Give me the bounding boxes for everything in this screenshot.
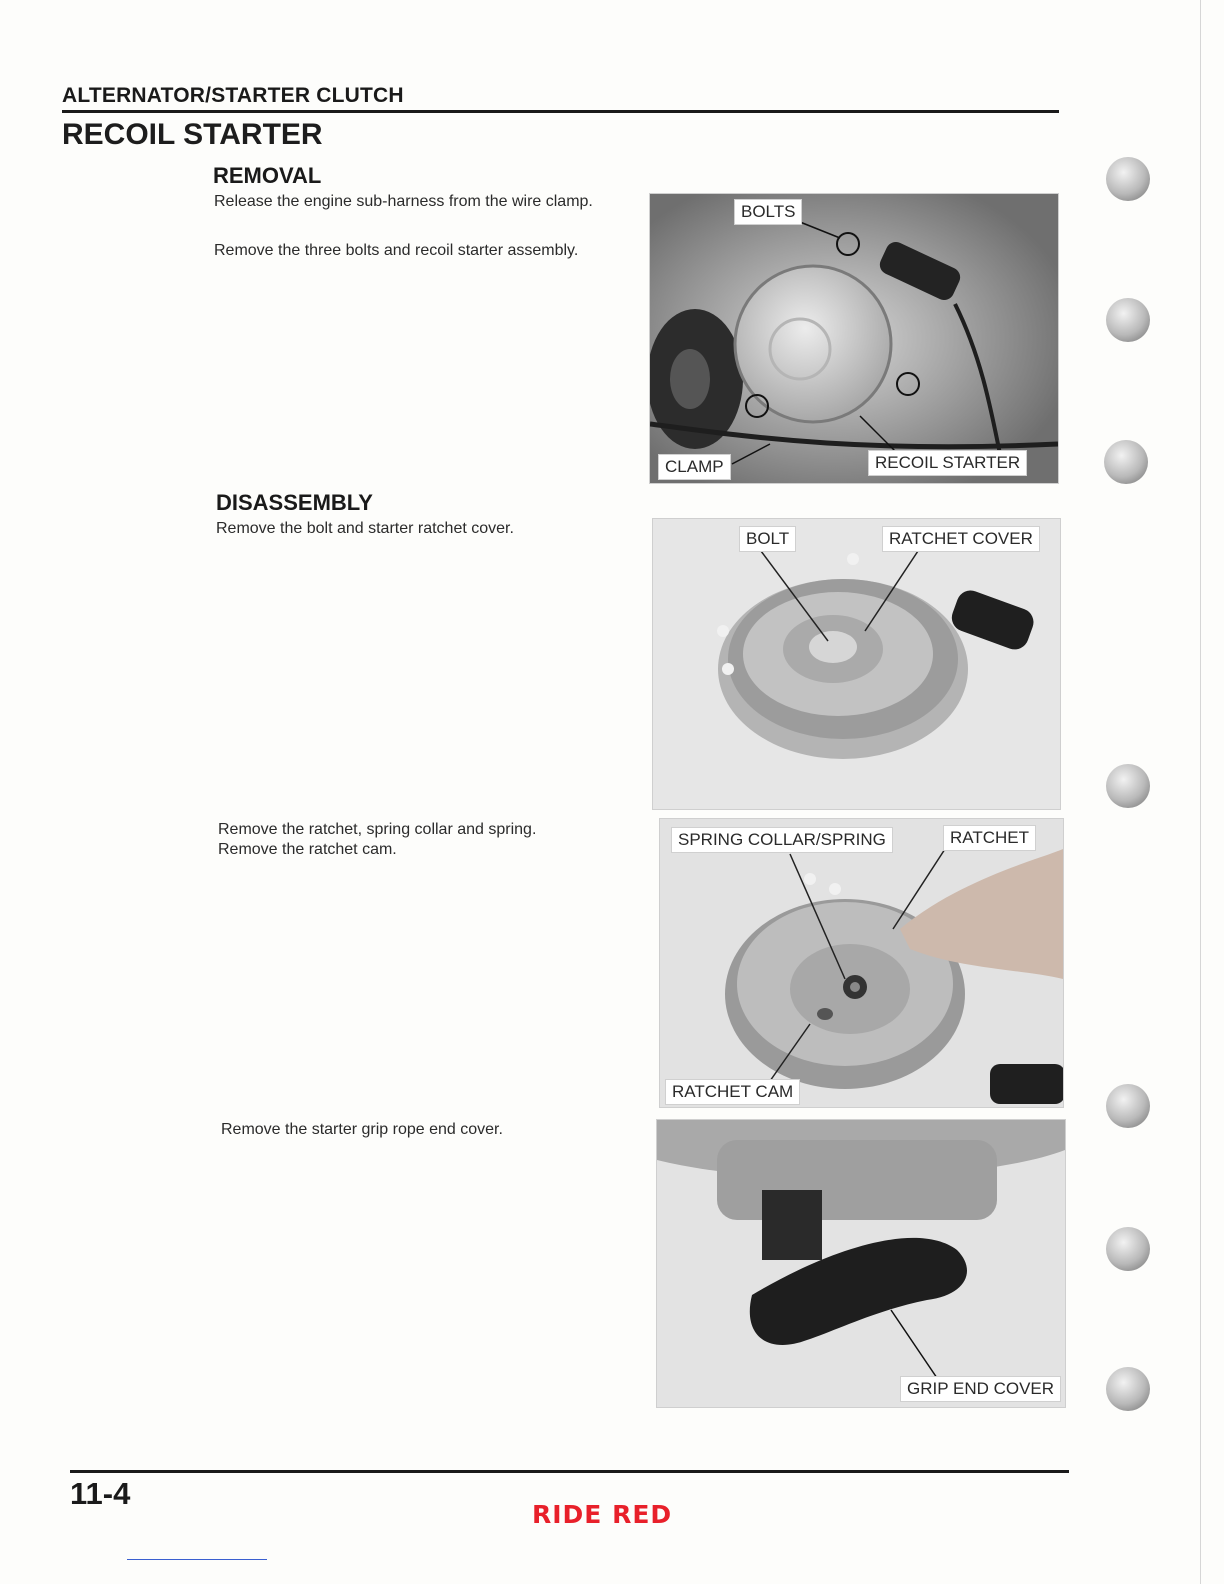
disassembly-step-2-line-1: Remove the ratchet, spring collar and spring. <box>218 821 537 838</box>
binder-hole <box>1106 157 1150 201</box>
ratchet-removal-illustration <box>660 819 1063 1107</box>
removal-heading: REMOVAL <box>213 163 322 188</box>
callout-ratchet-cam: RATCHET CAM <box>665 1079 800 1105</box>
callout-grip-end-cover: GRIP END COVER <box>900 1376 1061 1402</box>
ratchet-cover-illustration <box>653 519 1060 809</box>
photo-ratchet-cover <box>652 518 1061 810</box>
disassembly-step-3: Remove the starter grip rope end cover. <box>221 1121 503 1138</box>
binder-hole <box>1106 1367 1150 1411</box>
disassembly-step-1: Remove the bolt and starter ratchet cover. <box>216 520 514 537</box>
disassembly-step-2-line-2: Remove the ratchet cam. <box>218 841 397 858</box>
binder-hole <box>1106 298 1150 342</box>
brand-logo: RIDE RED <box>532 1500 673 1529</box>
page-title: RECOIL STARTER <box>62 118 323 151</box>
binder-hole <box>1106 764 1150 808</box>
callout-spring-collar-spring: SPRING COLLAR/SPRING <box>671 827 893 853</box>
callout-bolts: BOLTS <box>734 199 802 225</box>
binder-hole <box>1104 440 1148 484</box>
section-title: ALTERNATOR/STARTER CLUTCH <box>62 84 404 107</box>
removal-step-2: Remove the three bolts and recoil starter assembly. <box>214 242 579 259</box>
callout-ratchet-cover: RATCHET COVER <box>882 526 1040 552</box>
disassembly-heading: DISASSEMBLY <box>216 490 373 515</box>
photo-recoil-starter-installed <box>649 193 1059 484</box>
callout-bolt: BOLT <box>739 526 796 552</box>
binder-hole <box>1106 1227 1150 1271</box>
page-number: 11-4 <box>70 1476 131 1511</box>
removal-step-1: Release the engine sub-harness from the wire clamp. <box>214 193 593 210</box>
callout-ratchet: RATCHET <box>943 825 1036 851</box>
page-edge <box>1200 0 1201 1584</box>
photo-grip-end-cover <box>656 1119 1066 1408</box>
engine-illustration <box>650 194 1058 483</box>
binder-hole <box>1106 1084 1150 1128</box>
header-rule <box>62 110 1059 113</box>
grip-illustration <box>657 1120 1065 1407</box>
footer-rule <box>70 1470 1069 1473</box>
callout-recoil-starter: RECOIL STARTER <box>868 450 1027 476</box>
photo-ratchet-removal <box>659 818 1064 1108</box>
footer-line <box>127 1559 267 1560</box>
callout-clamp: CLAMP <box>658 454 731 480</box>
